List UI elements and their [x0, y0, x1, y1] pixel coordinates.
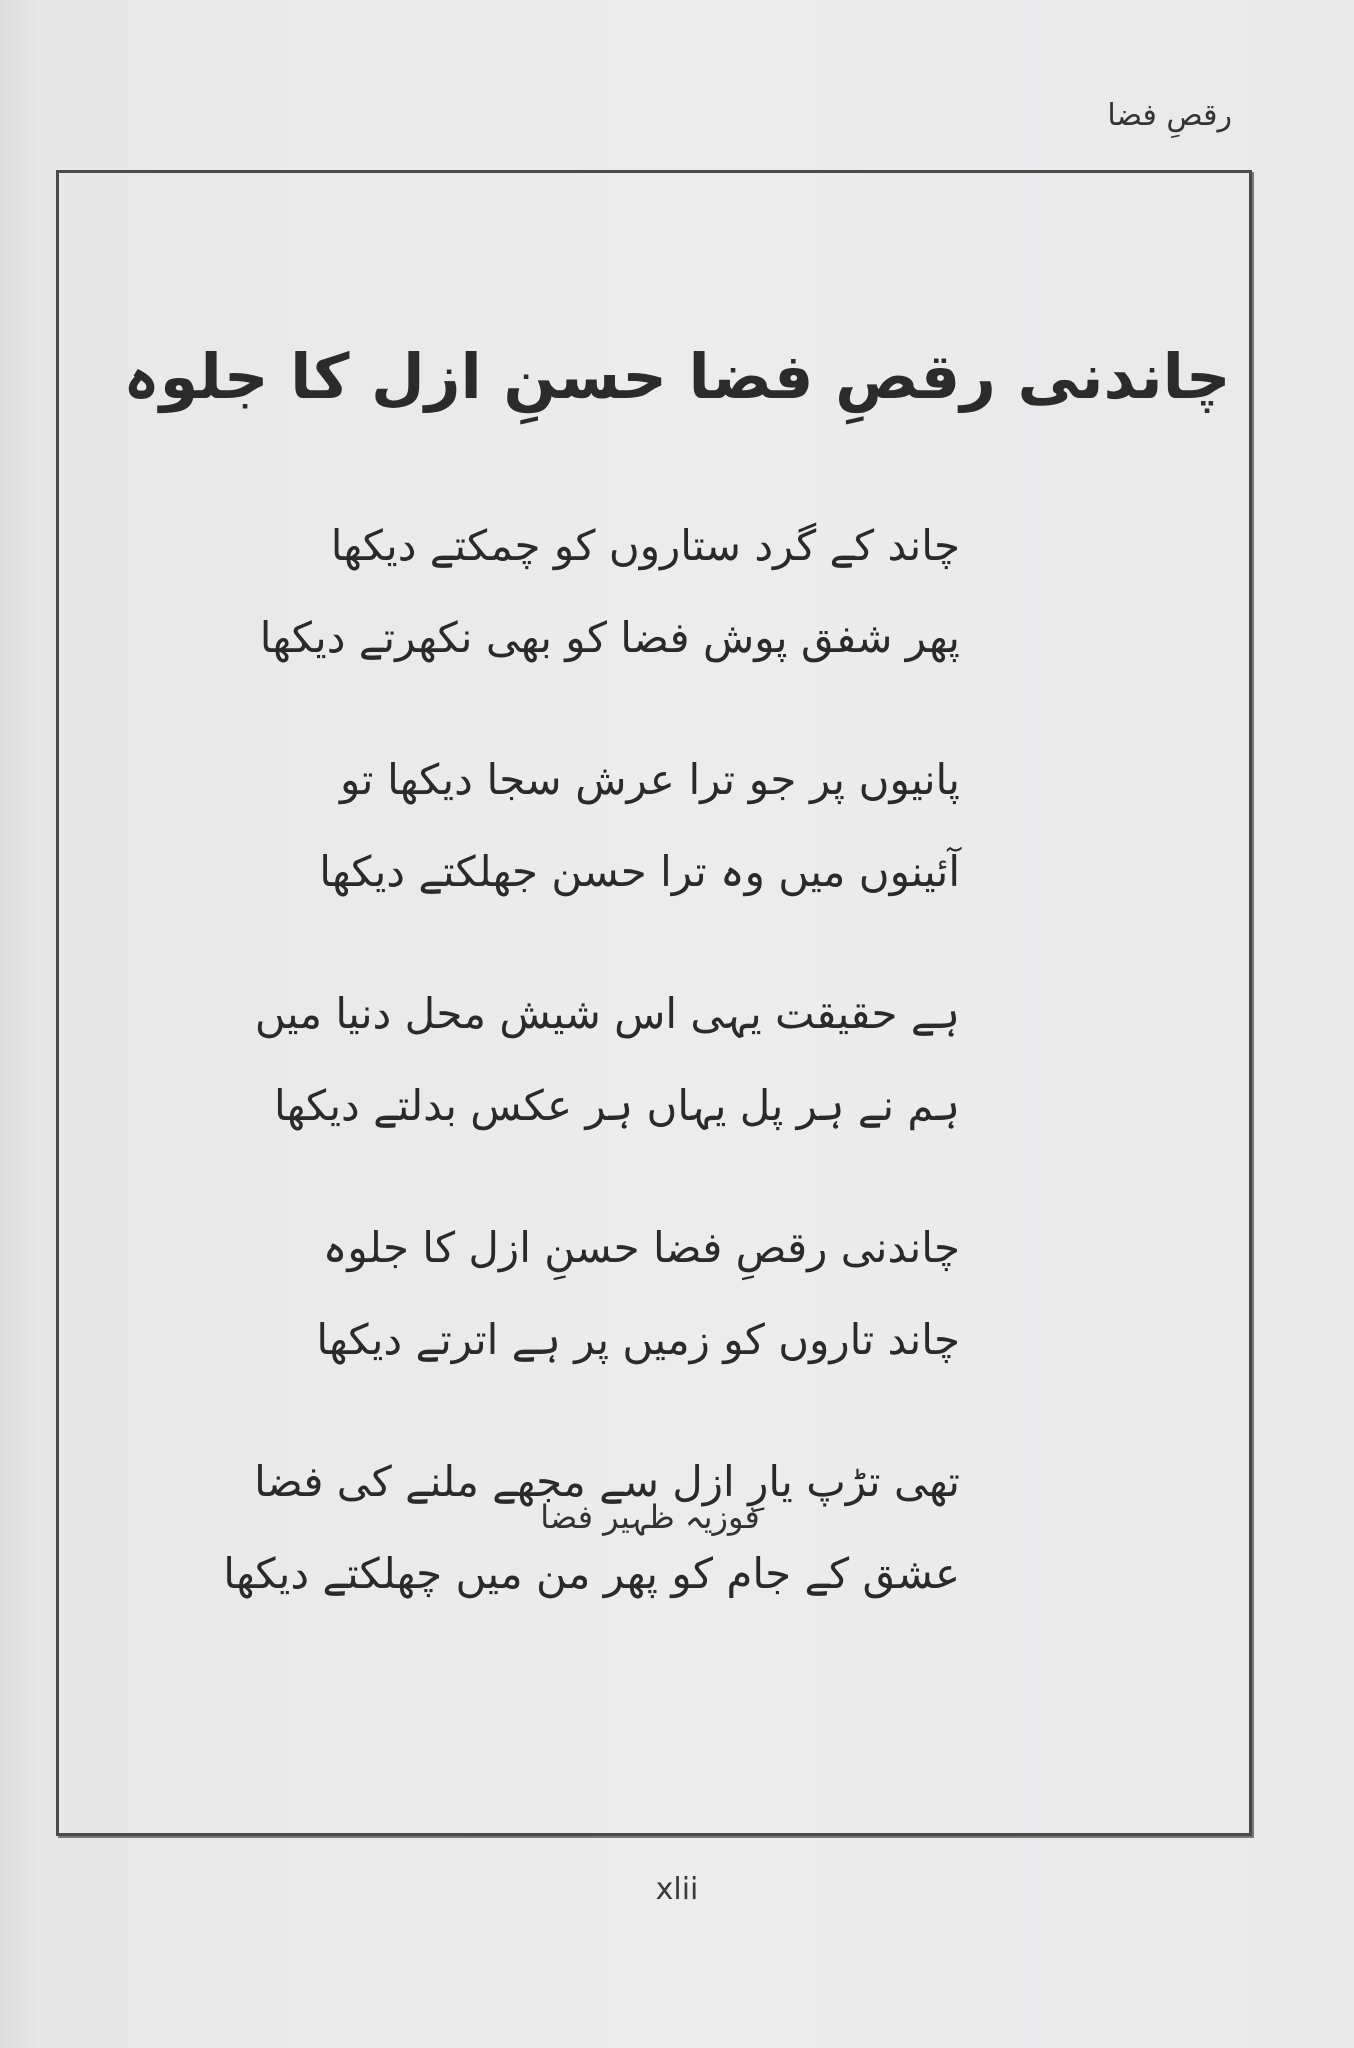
running-header: رقصِ فضا	[1107, 98, 1232, 133]
verse-line: چاند کے گرد ستاروں کو چمکتے دیکھا	[330, 521, 960, 570]
poem-body	[223, 500, 960, 1670]
verse-line: چاندنی رقصِ فضا حسنِ ازل کا جلوہ	[322, 1223, 960, 1272]
verse-line: پھر شفق پوش فضا کو بھی نکھرتے دیکھا	[259, 613, 960, 662]
stanza-4	[316, 1202, 960, 1386]
verse-line: آئینوں میں وہ ترا حسن جھلکتے دیکھا	[319, 847, 960, 896]
page-number: xlii	[655, 1872, 699, 1907]
verse-line: پانیوں پر جو ترا عرش سجا دیکھا تو	[340, 755, 960, 804]
stanza-3	[254, 968, 960, 1152]
verse-line: عشق کے جام کو پھر من میں چھلکتے دیکھا	[223, 1549, 960, 1598]
poem-author: فوزیہ ظہیر فضا	[540, 1498, 760, 1536]
stanza-1	[259, 500, 960, 684]
verse-line: چاند تاروں کو زمیں پر ہے اترتے دیکھا	[316, 1315, 960, 1364]
poem-title: چاندنی رقصِ فضا حسنِ ازل کا جلوہ	[123, 340, 1231, 413]
verse-line: ہم نے ہر پل یہاں ہر عکس بدلتے دیکھا	[273, 1081, 960, 1130]
verse-line: تھی تڑپ یارِ ازل سے مجھے ملنے کی فضا	[254, 1457, 960, 1506]
stanza-2	[319, 734, 960, 918]
verse-line: ہے حقیقت یہی اس شیش محل دنیا میں	[254, 989, 960, 1038]
